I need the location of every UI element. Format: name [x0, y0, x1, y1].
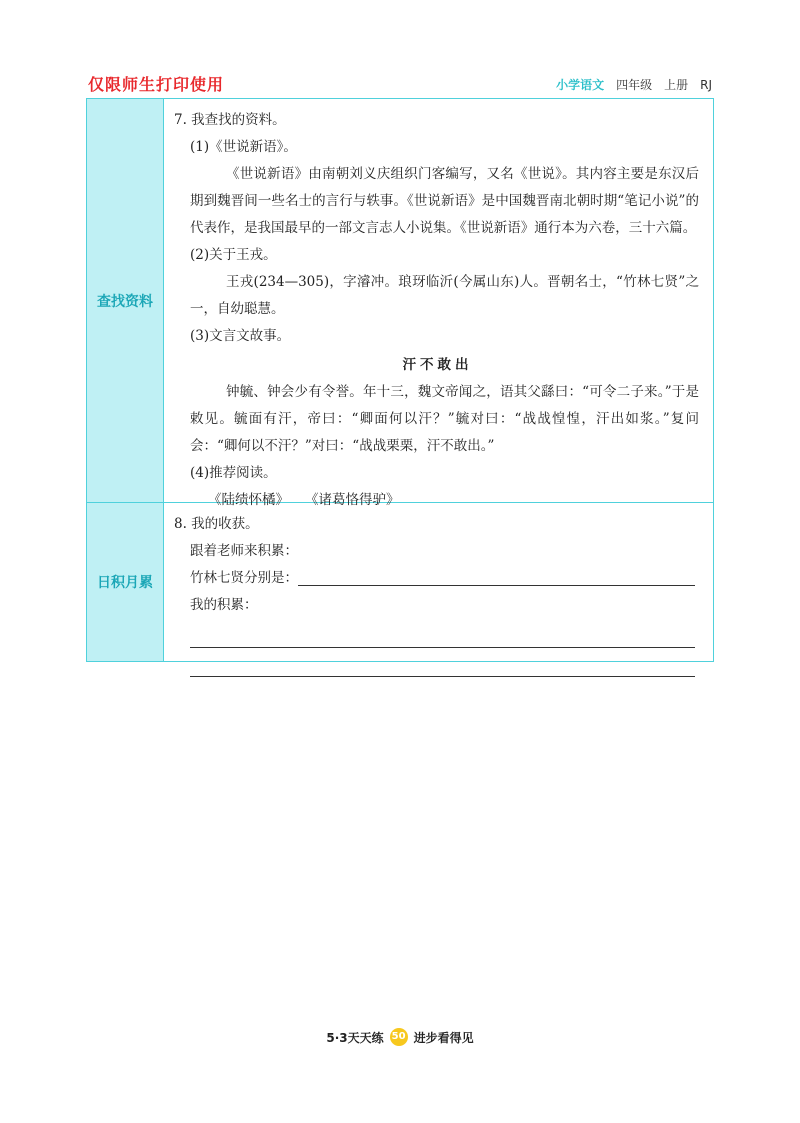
grade-label: 四年级	[616, 78, 653, 92]
question-7-title: 7. 我查找的资料。	[174, 112, 286, 128]
answer-line-2[interactable]	[190, 648, 695, 677]
seven-sages-row	[190, 565, 703, 592]
item-2-heading: (2)关于王戎。	[190, 247, 277, 263]
question-8-title: 8. 我的收获。	[174, 516, 259, 532]
section-research	[87, 99, 713, 508]
book-title: 《诸葛恪得驴》	[305, 492, 400, 508]
item-1-heading: (1)《世说新语》。	[190, 139, 297, 155]
teacher-accumulation-label: 跟着老师来积累：	[190, 543, 298, 559]
subject-label: 小学语文	[556, 78, 605, 92]
worksheet-table	[86, 98, 714, 662]
page-footer	[0, 1028, 800, 1046]
research-content	[164, 99, 713, 508]
accumulation-content	[164, 503, 713, 661]
item-3-heading: (3)文言文故事。	[190, 328, 291, 344]
item-3-text: 钟毓、钟会少有令誉。年十三，魏文帝闻之，语其父繇曰：“可令二子来。”于是敕见。毓面有汗，帝曰：“卿面何以汗？”毓对曰：“战战惶惶，汗出如浆。”复问会：“卿何以不汗？”对曰：“战战栗栗，汗不敢出。”	[190, 384, 699, 454]
my-accumulation-label: 我的积累：	[190, 597, 258, 613]
book-title: 《陆绩怀橘》	[208, 492, 289, 508]
volume-label: 上册	[664, 78, 689, 92]
item-4-heading: (4)推荐阅读。	[190, 465, 277, 481]
story-title: 汗不敢出	[402, 357, 473, 373]
item-2-text: 王戎(234—305)，字濬冲。琅玡临沂(今属山东)人。晋朝名士，“竹林七贤”之一，自幼聪慧。	[190, 274, 699, 317]
book-info	[556, 76, 712, 93]
section-label-research: 查找资料	[87, 99, 164, 502]
watermark-title: 仅限师生打印使用	[88, 75, 225, 94]
answer-line-1[interactable]	[190, 619, 695, 648]
seven-sages-label: 竹林七贤分别是：	[190, 570, 298, 586]
item-1-text: 《世说新语》由南朝刘义庆组织门客编写，又名《世说》。其内容主要是东汉后期到魏晋间一些名士的言行与轶事。《世说新语》是中国魏晋南北朝时期“笔记小说”的代表作，是我国最早的一部文言志人小说集。《世说新语》通行本为六卷，三十六篇。	[190, 166, 699, 236]
section-label-accumulation: 日积月累	[87, 503, 164, 661]
page-number: 50	[390, 1028, 408, 1046]
footer-slogan: 进步看得见	[413, 1030, 474, 1045]
section-accumulation	[87, 503, 713, 661]
edition-label: RJ	[700, 77, 712, 92]
footer-brand: 5·3天天练	[326, 1030, 384, 1045]
seven-sages-answer-line[interactable]	[298, 565, 695, 586]
